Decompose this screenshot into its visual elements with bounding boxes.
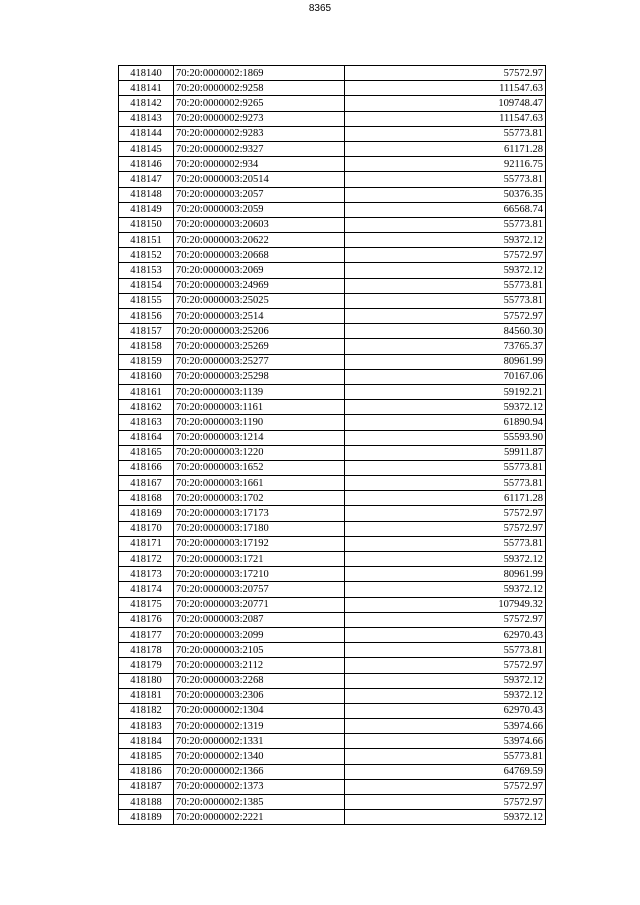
value-cell: 109748.47	[345, 96, 546, 111]
value-cell: 80961.99	[345, 354, 546, 369]
row-id-cell: 418186	[119, 764, 174, 779]
cadastral-number-cell: 70:20:0000003:25298	[174, 369, 345, 384]
value-cell: 55773.81	[345, 460, 546, 475]
table-row	[119, 567, 546, 582]
table-row	[119, 582, 546, 597]
row-id-cell: 418145	[119, 141, 174, 156]
value-cell: 64769.59	[345, 764, 546, 779]
row-id-cell: 418140	[119, 66, 174, 81]
value-cell: 55773.81	[345, 172, 546, 187]
row-id-cell: 418187	[119, 779, 174, 794]
cadastral-number-cell: 70:20:0000002:9258	[174, 81, 345, 96]
table-body	[119, 66, 546, 825]
value-cell: 59911.87	[345, 445, 546, 460]
value-cell: 111547.63	[345, 111, 546, 126]
value-cell: 50376.35	[345, 187, 546, 202]
cadastral-number-cell: 70:20:0000003:1652	[174, 460, 345, 475]
cadastral-number-cell: 70:20:0000003:2112	[174, 658, 345, 673]
table-row	[119, 141, 546, 156]
table-row	[119, 278, 546, 293]
value-cell: 57572.97	[345, 658, 546, 673]
value-cell: 66568.74	[345, 202, 546, 217]
table-row	[119, 719, 546, 734]
cadastral-number-cell: 70:20:0000003:20622	[174, 233, 345, 248]
row-id-cell: 418164	[119, 430, 174, 445]
cadastral-number-cell: 70:20:0000003:2105	[174, 643, 345, 658]
row-id-cell: 418189	[119, 810, 174, 825]
row-id-cell: 418160	[119, 369, 174, 384]
cadastral-number-cell: 70:20:0000003:17173	[174, 506, 345, 521]
value-cell: 61171.28	[345, 141, 546, 156]
table-row	[119, 734, 546, 749]
value-cell: 70167.06	[345, 369, 546, 384]
cadastral-number-cell: 70:20:0000002:9273	[174, 111, 345, 126]
value-cell: 57572.97	[345, 521, 546, 536]
cadastral-number-cell: 70:20:0000003:24969	[174, 278, 345, 293]
cadastral-number-cell: 70:20:0000003:20771	[174, 597, 345, 612]
table-row	[119, 597, 546, 612]
value-cell: 61171.28	[345, 491, 546, 506]
table-row	[119, 612, 546, 627]
cadastral-number-cell: 70:20:0000003:1661	[174, 476, 345, 491]
table-row	[119, 111, 546, 126]
value-cell: 55773.81	[345, 217, 546, 232]
cadastral-number-cell: 70:20:0000003:17210	[174, 567, 345, 582]
value-cell: 53974.66	[345, 734, 546, 749]
cadastral-number-cell: 70:20:0000003:20603	[174, 217, 345, 232]
table-row	[119, 369, 546, 384]
row-id-cell: 418149	[119, 202, 174, 217]
cadastral-number-cell: 70:20:0000002:9265	[174, 96, 345, 111]
cadastral-number-cell: 70:20:0000003:20668	[174, 248, 345, 263]
table-row	[119, 536, 546, 551]
value-cell: 84560.30	[345, 324, 546, 339]
value-cell: 59372.12	[345, 810, 546, 825]
table-row	[119, 354, 546, 369]
row-id-cell: 418172	[119, 552, 174, 567]
row-id-cell: 418159	[119, 354, 174, 369]
cadastral-number-cell: 70:20:0000003:1721	[174, 552, 345, 567]
table-row	[119, 688, 546, 703]
value-cell: 57572.97	[345, 248, 546, 263]
cadastral-number-cell: 70:20:0000003:2306	[174, 688, 345, 703]
value-cell: 55773.81	[345, 536, 546, 551]
table-row	[119, 81, 546, 96]
table-row	[119, 400, 546, 415]
data-table	[118, 65, 546, 825]
cadastral-number-cell: 70:20:0000003:1214	[174, 430, 345, 445]
row-id-cell: 418142	[119, 96, 174, 111]
row-id-cell: 418182	[119, 703, 174, 718]
cadastral-number-cell: 70:20:0000002:1869	[174, 66, 345, 81]
value-cell: 59372.12	[345, 263, 546, 278]
table-row	[119, 643, 546, 658]
cadastral-number-cell: 70:20:0000003:2069	[174, 263, 345, 278]
table-row	[119, 202, 546, 217]
row-id-cell: 418143	[119, 111, 174, 126]
cadastral-number-cell: 70:20:0000003:20514	[174, 172, 345, 187]
row-id-cell: 418175	[119, 597, 174, 612]
value-cell: 55773.81	[345, 126, 546, 141]
row-id-cell: 418161	[119, 384, 174, 399]
cadastral-number-cell: 70:20:0000002:1385	[174, 795, 345, 810]
value-cell: 62970.43	[345, 627, 546, 642]
table-row	[119, 157, 546, 172]
cadastral-number-cell: 70:20:0000002:2221	[174, 810, 345, 825]
value-cell: 59372.12	[345, 582, 546, 597]
cadastral-number-cell: 70:20:0000003:17180	[174, 521, 345, 536]
table-row	[119, 126, 546, 141]
cadastral-number-cell: 70:20:0000002:1373	[174, 779, 345, 794]
table-row	[119, 491, 546, 506]
table-row	[119, 248, 546, 263]
cadastral-number-cell: 70:20:0000002:1366	[174, 764, 345, 779]
row-id-cell: 418154	[119, 278, 174, 293]
page-number: 8365	[308, 3, 332, 14]
table-row	[119, 764, 546, 779]
table-row	[119, 460, 546, 475]
table-row	[119, 430, 546, 445]
table-row	[119, 96, 546, 111]
row-id-cell: 418181	[119, 688, 174, 703]
row-id-cell: 418158	[119, 339, 174, 354]
value-cell: 55773.81	[345, 643, 546, 658]
cadastral-number-cell: 70:20:0000003:25277	[174, 354, 345, 369]
table-row	[119, 384, 546, 399]
value-cell: 59192.21	[345, 384, 546, 399]
row-id-cell: 418156	[119, 309, 174, 324]
value-cell: 55773.81	[345, 476, 546, 491]
cadastral-number-cell: 70:20:0000003:17192	[174, 536, 345, 551]
cadastral-number-cell: 70:20:0000003:2268	[174, 673, 345, 688]
value-cell: 107949.32	[345, 597, 546, 612]
value-cell: 57572.97	[345, 506, 546, 521]
value-cell: 57572.97	[345, 309, 546, 324]
row-id-cell: 418167	[119, 476, 174, 491]
value-cell: 53974.66	[345, 719, 546, 734]
cadastral-number-cell: 70:20:0000002:1304	[174, 703, 345, 718]
table-row	[119, 263, 546, 278]
cadastral-number-cell: 70:20:0000002:9283	[174, 126, 345, 141]
row-id-cell: 418173	[119, 567, 174, 582]
table-row	[119, 309, 546, 324]
value-cell: 55773.81	[345, 749, 546, 764]
value-cell: 61890.94	[345, 415, 546, 430]
row-id-cell: 418180	[119, 673, 174, 688]
cadastral-number-cell: 70:20:0000002:1331	[174, 734, 345, 749]
cadastral-number-cell: 70:20:0000003:2087	[174, 612, 345, 627]
value-cell: 59372.12	[345, 673, 546, 688]
table-row	[119, 445, 546, 460]
row-id-cell: 418157	[119, 324, 174, 339]
cadastral-number-cell: 70:20:0000003:20757	[174, 582, 345, 597]
value-cell: 62970.43	[345, 703, 546, 718]
row-id-cell: 418169	[119, 506, 174, 521]
cadastral-number-cell: 70:20:0000003:1190	[174, 415, 345, 430]
row-id-cell: 418141	[119, 81, 174, 96]
value-cell: 59372.12	[345, 400, 546, 415]
table-row	[119, 703, 546, 718]
value-cell: 57572.97	[345, 66, 546, 81]
cadastral-number-cell: 70:20:0000002:1340	[174, 749, 345, 764]
table-row	[119, 506, 546, 521]
table-row	[119, 217, 546, 232]
row-id-cell: 418144	[119, 126, 174, 141]
row-id-cell: 418170	[119, 521, 174, 536]
value-cell: 59372.12	[345, 233, 546, 248]
row-id-cell: 418147	[119, 172, 174, 187]
table-row	[119, 233, 546, 248]
cadastral-number-cell: 70:20:0000003:2514	[174, 309, 345, 324]
value-cell: 57572.97	[345, 779, 546, 794]
table-row	[119, 779, 546, 794]
cadastral-number-cell: 70:20:0000003:25206	[174, 324, 345, 339]
table-row	[119, 795, 546, 810]
value-cell: 92116.75	[345, 157, 546, 172]
value-cell: 80961.99	[345, 567, 546, 582]
value-cell: 59372.12	[345, 688, 546, 703]
value-cell: 59372.12	[345, 552, 546, 567]
table-row	[119, 749, 546, 764]
row-id-cell: 418168	[119, 491, 174, 506]
row-id-cell: 418162	[119, 400, 174, 415]
row-id-cell: 418152	[119, 248, 174, 263]
row-id-cell: 418178	[119, 643, 174, 658]
row-id-cell: 418174	[119, 582, 174, 597]
value-cell: 55773.81	[345, 278, 546, 293]
row-id-cell: 418148	[119, 187, 174, 202]
table-row	[119, 66, 546, 81]
row-id-cell: 418179	[119, 658, 174, 673]
table-row	[119, 673, 546, 688]
row-id-cell: 418185	[119, 749, 174, 764]
table-row	[119, 521, 546, 536]
row-id-cell: 418165	[119, 445, 174, 460]
value-cell: 73765.37	[345, 339, 546, 354]
row-id-cell: 418166	[119, 460, 174, 475]
cadastral-number-cell: 70:20:0000002:1319	[174, 719, 345, 734]
row-id-cell: 418171	[119, 536, 174, 551]
table-row	[119, 324, 546, 339]
row-id-cell: 418183	[119, 719, 174, 734]
cadastral-number-cell: 70:20:0000002:9327	[174, 141, 345, 156]
row-id-cell: 418176	[119, 612, 174, 627]
cadastral-number-cell: 70:20:0000003:2059	[174, 202, 345, 217]
value-cell: 57572.97	[345, 795, 546, 810]
row-id-cell: 418153	[119, 263, 174, 278]
value-cell: 57572.97	[345, 612, 546, 627]
row-id-cell: 418151	[119, 233, 174, 248]
cadastral-number-cell: 70:20:0000003:25269	[174, 339, 345, 354]
cadastral-number-cell: 70:20:0000003:25025	[174, 293, 345, 308]
table-row	[119, 187, 546, 202]
row-id-cell: 418184	[119, 734, 174, 749]
row-id-cell: 418188	[119, 795, 174, 810]
table-row	[119, 293, 546, 308]
table-row	[119, 172, 546, 187]
cadastral-number-cell: 70:20:0000003:1220	[174, 445, 345, 460]
table-row	[119, 415, 546, 430]
table-row	[119, 339, 546, 354]
row-id-cell: 418155	[119, 293, 174, 308]
row-id-cell: 418150	[119, 217, 174, 232]
table-row	[119, 552, 546, 567]
row-id-cell: 418163	[119, 415, 174, 430]
value-cell: 111547.63	[345, 81, 546, 96]
cadastral-number-cell: 70:20:0000002:934	[174, 157, 345, 172]
table-row	[119, 627, 546, 642]
table-row	[119, 658, 546, 673]
row-id-cell: 418146	[119, 157, 174, 172]
table-row	[119, 476, 546, 491]
cadastral-number-cell: 70:20:0000003:1702	[174, 491, 345, 506]
cadastral-number-cell: 70:20:0000003:2099	[174, 627, 345, 642]
cadastral-number-cell: 70:20:0000003:1139	[174, 384, 345, 399]
cadastral-number-cell: 70:20:0000003:2057	[174, 187, 345, 202]
value-cell: 55593.90	[345, 430, 546, 445]
value-cell: 55773.81	[345, 293, 546, 308]
table-row	[119, 810, 546, 825]
cadastral-number-cell: 70:20:0000003:1161	[174, 400, 345, 415]
row-id-cell: 418177	[119, 627, 174, 642]
